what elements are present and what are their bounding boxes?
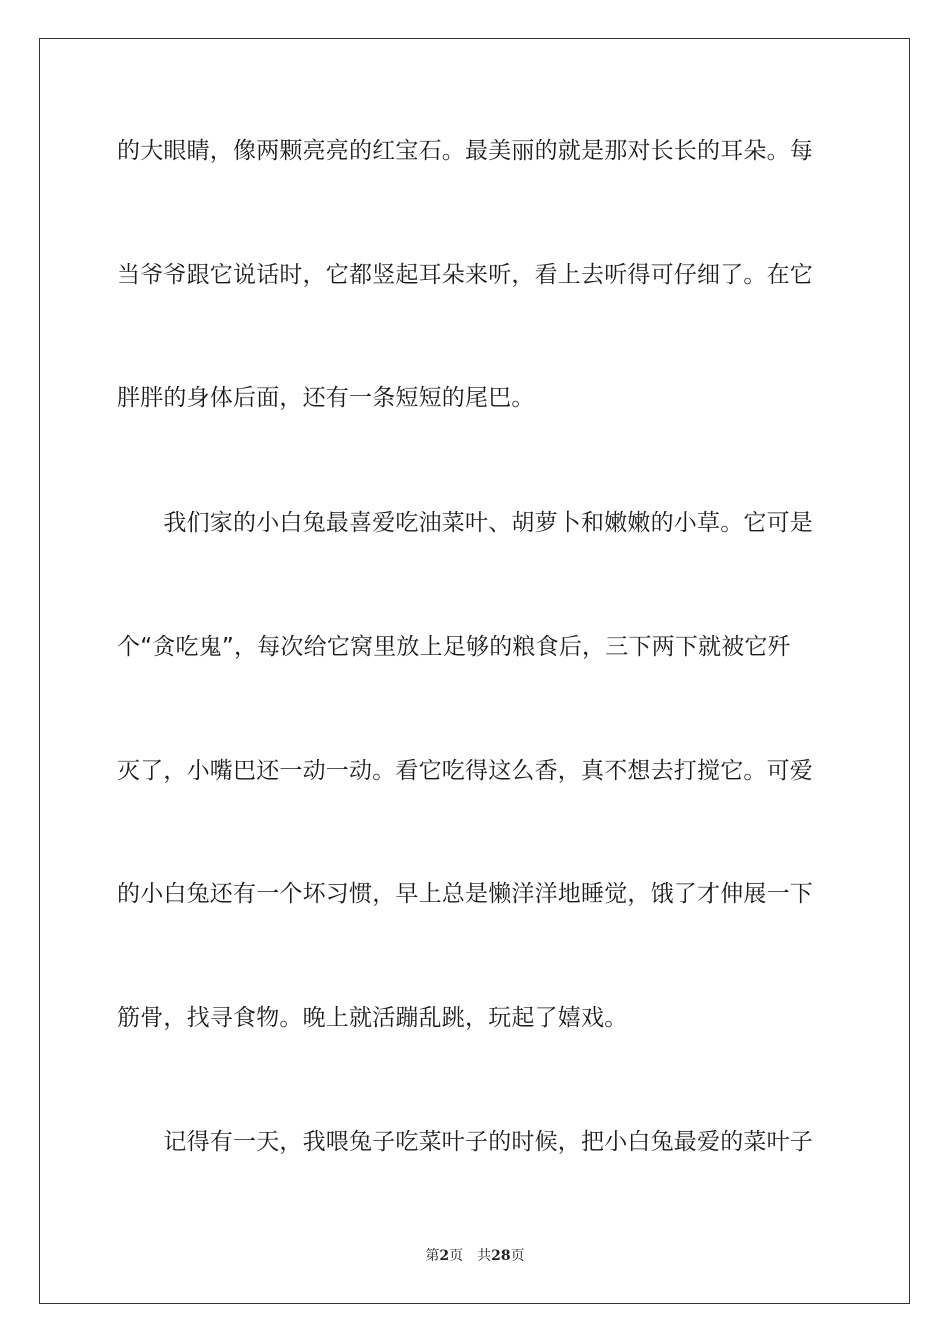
text-line-7: 的小白兔还有一个坏习惯，早上总是懒洋洋地睡觉，饿了才伸展一下 <box>117 881 813 907</box>
text-line-9: 记得有一天，我喂兔子吃菜叶子的时候，把小白兔最爱的菜叶子 <box>117 1129 813 1155</box>
text-line-1: 的大眼睛，像两颗亮亮的红宝石。最美丽的就是那对长长的耳朵。每 <box>117 138 813 164</box>
text-line-3: 胖胖的身体后面，还有一条短短的尾巴。 <box>117 385 535 411</box>
text-line-8: 筋骨，找寻食物。晚上就活蹦乱跳，玩起了嬉戏。 <box>117 1005 628 1031</box>
text-line-4: 我们家的小白兔最喜爱吃油菜叶、胡萝卜和嫩嫩的小草。它可是 <box>117 510 813 536</box>
footer-total-suffix: 页 <box>510 1248 525 1264</box>
text-line-5: 个“贪吃鬼”，每次给它窝里放上足够的粮食后，三下两下就被它歼 <box>117 634 791 660</box>
footer-page-number: 2 <box>439 1248 450 1264</box>
page-border <box>39 38 910 1304</box>
page-footer <box>0 1246 950 1266</box>
text-line-6: 灭了，小嘴巴还一动一动。看它吃得这么香，真不想去打搅它。可爱 <box>117 758 813 784</box>
footer-total-pages: 28 <box>491 1248 511 1264</box>
text-line-2: 当爷爷跟它说话时，它都竖起耳朵来听，看上去听得可仔细了。在它 <box>117 262 813 288</box>
footer-page-suffix: 页 共 <box>449 1248 492 1264</box>
footer-page-prefix: 第 <box>425 1248 440 1264</box>
